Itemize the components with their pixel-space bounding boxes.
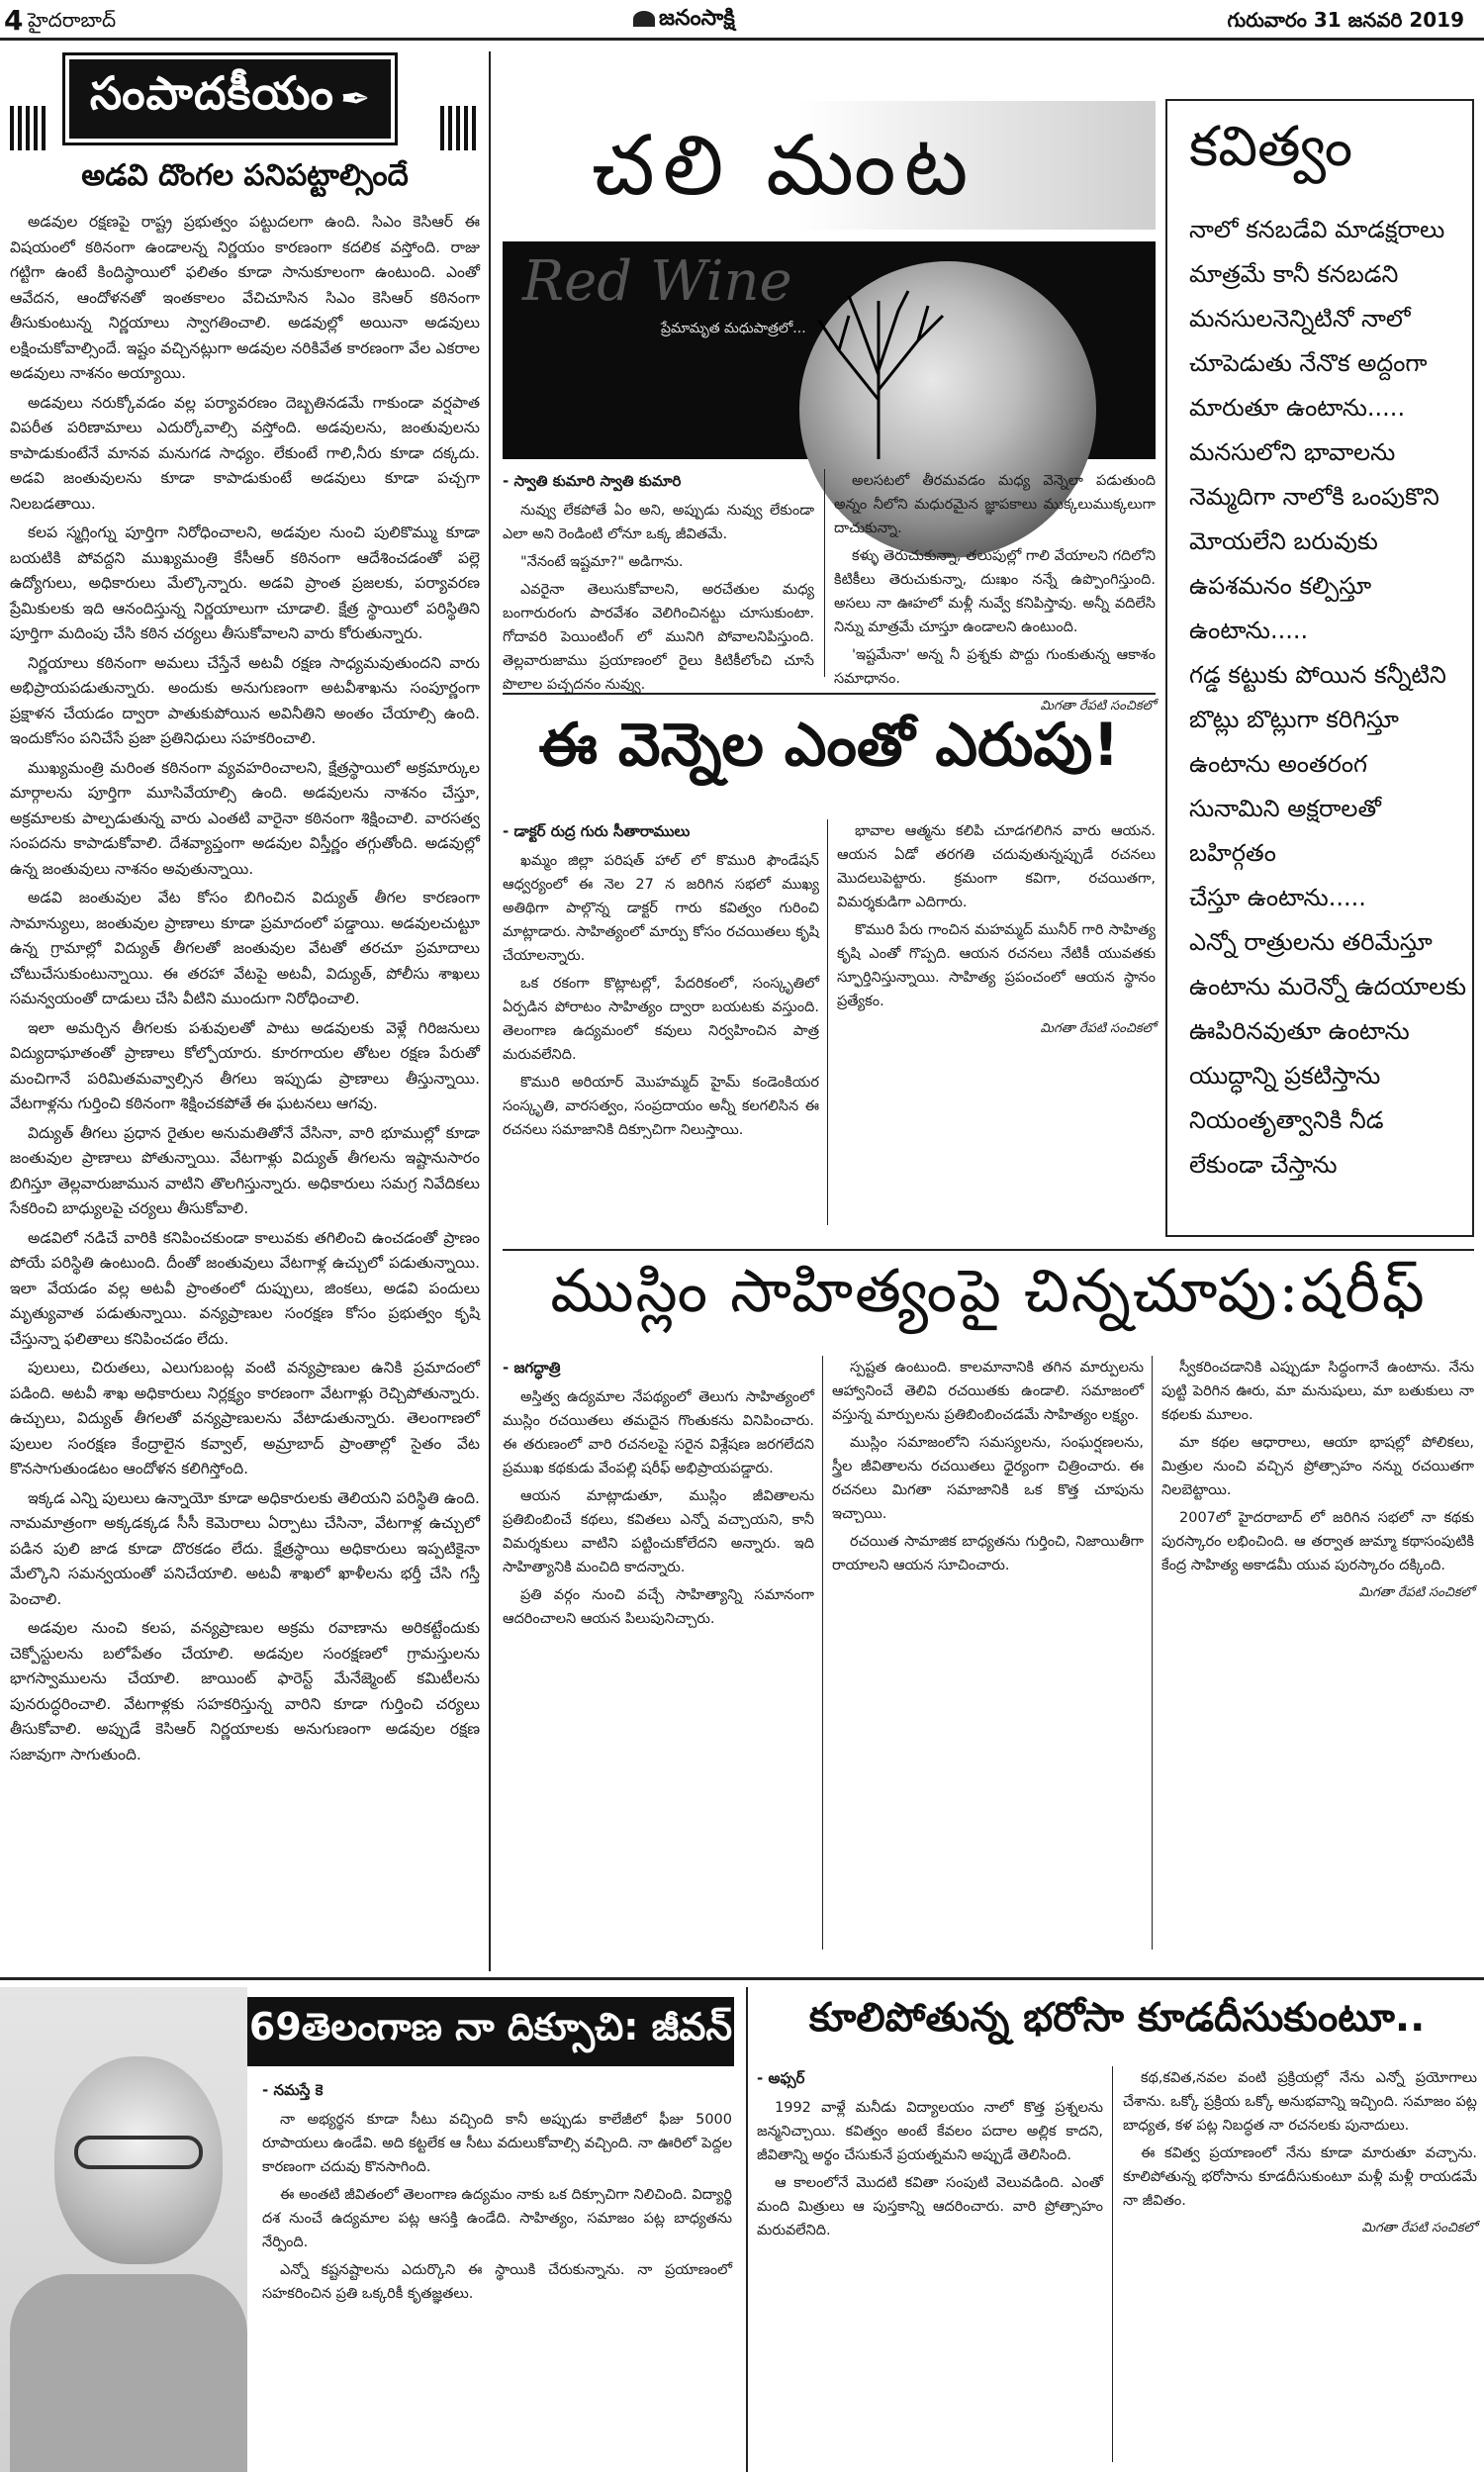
kulipotunna-paragraph: 1992 వాళ్లే మనీడు విద్యాలయం నాలో కొత్త ప్రశ్నలను జన్మనిచ్చాయి. కవిత్వం అంటే కేవలం పదాల అల్లిక కాదని, జీవితాన్ని అర్థం చేసుకునే ప్రయత్నమని అప్పుడే తెలిసింది. [757,2100,1103,2163]
chali-manta-paragraph: కళ్ళు తెరుచుకున్నా, తలుపుల్లో గాలి వేయాలని గదిలోని కిటికీలు తెరుచుకున్నా, దుఃఖం నన్నే ఉప్పొంగిస్తుంది. అసలు నా ఊహలో మళ్లీ నువ్వే కనిపిస్తావు. అన్నీ వదిలేసి నిన్ను మాత్రమే చూస్తూ ఉండాలని ఉంటుంది. [834,548,1156,635]
jeevan-section [0,1987,742,2472]
chali-manta-paragraph: "నేనంటే ఇష్టమా?" అడిగాను. [520,554,684,570]
vennela-paragraph: కొమురి అరియార్ మొహమ్మద్ హైమ్ కండెంకియర సంస్కృతి, వారసత్వం, సంప్రదాయం అన్నీ కలగలిసిన ఈ రచనలు సమాజానికి దిక్సూచిగా నిలుస్తాయి. [503,1075,819,1138]
editorial-paragraph: అడవి జంతువుల వేట కోసం బిగించిన విద్యుత్ తీగల కారణంగా సామాన్యులు, జంతువుల ప్రాణాలు కూడా ప్రమాదంలో పడ్డాయి. అడవులచుట్టూ ఉన్న గ్రామాల్లో విద్యుత్ తీగలతో జంతువుల వేటతో తరచూ ప్రమాదాలు చోటుచేసుకుంటున్నాయి. ఈ తరహా వేటపై అటవీ, విద్యుత్, పోలీసు శాఖలు సమన్వయంతో దాడులు చేసి వీటిని ముందుగా నిరోధించాలి. [10,889,480,1007]
vennela-paragraph: ఖమ్మం జిల్లా పరిషత్ హాల్ లో కొమురి ఫౌండేషన్ ఆధ్వర్యంలో ఈ నెల 27 న జరిగిన సభలో ముఖ్య అతిథిగా పాల్గొన్న డాక్టర్ గారు కవిత్వం గురించి మాట్లాడారు. సాహిత్యంలో మార్పు కోసం రచయితలు కృషి చేయాలన్నారు. [503,853,819,964]
poem-line: సునామిని అక్షరాలతో [1189,795,1381,822]
masthead: జనంసాక్షి [633,6,735,36]
poem-line: యుద్ధాన్ని ప్రకటిస్తాను [1189,1062,1381,1090]
vennela-paragraph: ఒక రకంగా కొట్లాటల్లో, పేదరికంలో, సంస్కృతిలో ఏర్పడిన పోరాటం సాహిత్యం ద్వారా బయటకు వస్తుంది. తెలంగాణ ఉద్యమంలో కవులు నిర్వహించిన పాత్ర మరువలేనిది. [503,976,819,1063]
kavitvam-poem [1189,208,1471,1188]
poem-line: ఉంటాను..... [1189,617,1309,644]
bare-tree-icon [780,281,977,459]
muslim-paragraph: 2007లో హైదరాబాద్ లో జరిగిన సభలో నా కథకు పురస్కారం లభించింది. ఆ తర్వాత జుమ్మా కథాసంపుటికి కేంద్ర సాహిత్య అకాడమీ యువ పురస్కారం దక్కింది. [1161,1510,1474,1573]
editorial-section [10,51,480,1971]
muslim-paragraph: రచయిత సామాజిక బాధ్యతను గుర్తించి, నిజాయితీగా రాయాలని ఆయన సూచించారు. [832,1534,1144,1573]
editorial-paragraph: పులులు, చిరుతలు, ఎలుగుబంట్ల వంటి వన్యప్రాణుల ఉనికి ప్రమాదంలో పడింది. అటవీ శాఖ అధికారులు నిర్లక్ష్యం కారణంగా వేటగాళ్లు రెచ్చిపోతున్నారు. ఉచ్చులు, విద్యుత్ తీగలతో వన్యప్రాణులను వేటాడుతున్నారు. తెలంగాణలో పులుల సంరక్షణ కేంద్రాలైన కవ్వాల్, అమ్రాబాద్ ప్రాంతాల్లో సైతం వేట కొనసాగుతుండటం ఆందోళన కలిగిస్తోంది. [10,1359,480,1477]
jeevan-paragraph: నా అభ్యర్థన కూడా సీటు వచ్చింది కానీ అప్పుడు కాలేజీలో ఫీజు 5000 రూపాయలు ఉండేవి. అది కట్టలేక ఆ సీటు వదులుకోవాల్సి వచ్చింది. నా ఊరిలో పెద్దల కారణంగా చదువు కొనసాగింది. [262,2112,732,2175]
poem-line: ఉంటాను మరెన్నో ఉదయాలకు [1189,973,1467,1000]
decor-stripes-right [440,106,480,150]
poem-line: మాత్రమే కానీ కనబడని [1189,260,1399,288]
vennela-paragraph: కొమురి పేరు గాంచిన మహమ్మద్ మునీర్ గారి సాహిత్య కృషి ఎంతో గొప్పది. ఆయన రచనలు నేటికీ యువతకు స్ఫూర్తినిస్తున్నాయి. సాహిత్య ప్రపంచంలో ఆయన స్థానం ప్రత్యేకం. [837,922,1156,1009]
muslim-paragraph: స్వీకరించడానికి ఎప్పుడూ సిద్ధంగానే ఉంటాను. నేను పుట్టి పెరిగిన ఊరు, మా మనుషులు, మా బతుకులు నా కథలకు మూలం. [1161,1360,1474,1423]
editorial-paragraph: ముఖ్యమంత్రి మరింత కఠినంగా వ్యవహరించాలని, క్షేత్రస్థాయిలో అక్రమార్కుల మార్గాలను పూర్తిగా మూసివేయాల్సి ఉంది. అడవులను నాశనం చేస్తూ, అక్రమాలకు పాల్పడుతున్న వారు ఎంతటి వారైనా కఠినంగా శిక్షించాలి. వారసత్వ సంపదను కాపాడుకోవాలి. దేశవ్యాప్తంగా అడవుల విస్తీర్ణం తగ్గుతోంది. అడవుల్లో ఉన్న జంతువులు నాశనం అవుతున్నాయి. [10,758,480,878]
editorial-paragraph: ఇలా అమర్చిన తీగలకు పశువులతో పాటు అడవులకు వెళ్లే గిరిజనులు విద్యుదాఘాతంతో ప్రాణాలు కోల్పోయారు. కూరగాయల తోటల రక్షణ పేరుతో మంచిగానే పరిమితమవ్వాల్సిన తీగలు ఇప్పుడు ప్రాణాలు తీస్తున్నాయి. వేటగాళ్లను గుర్తించి కఠినంగా శిక్షించకపోతే ఈ ఘటనలు ఆగవు. [10,1018,480,1112]
editorial-label: సంపాదకీయం [89,66,334,120]
kulipotunna-col1 [757,2066,1103,2467]
continued-note: మిగతా రేపటి సంచికలో [1040,699,1156,714]
poem-line: మనసులోని భావాలను [1189,438,1396,466]
jeevan-title: 69తెలంగాణ నా దిక్సూచి: జీవన్ [248,2005,733,2048]
chali-manta-col1 [503,469,814,693]
muslim-paragraph: ప్రతి వర్గం నుంచి వచ్చే సాహిత్యాన్ని సమానంగా ఆదరించాలని ఆయన పిలుపునిచ్చారు. [503,1587,814,1627]
poem-line: మోయలేని బరువుకు [1189,527,1378,555]
jeevan-byline: - నమస్తే కె [262,2081,324,2099]
chali-manta-title: చలి మంట [503,101,1156,230]
issue-date: గురువారం 31 జనవరి 2019 [1227,8,1464,32]
vennela-section [503,701,1156,1240]
chali-manta-paragraph: ఎవరైనా తెలుసుకోవాలని, అరచేతుల మధ్య బంగారురంగు పారవేశం వెలిగించినట్టు చూసుకుంటా. గోదావరి పెయింటింగ్ లో మునిగి పోవాలనిపిస్తుంది. తెల్లవారుజాము ప్రయాణంలో రైలు కిటికీలోంచి చూసే పొలాల పచ్చదనం నువ్వు. [503,582,814,693]
poem-line: నెమ్మదిగా నాలోకి ఒంపుకొని [1189,483,1439,511]
jeevan-paragraph: ఈ అంతటి జీవితంలో తెలంగాణ ఉద్యమం నాకు ఒక దిక్సూచిగా నిలిచింది. విద్యార్థి దశ నుంచే ఉద్యమాల పట్ల ఆసక్తి ఉండేది. సాహిత్యం, సమాజం పట్ల బాధ్యతను నేర్పింది. [262,2187,732,2250]
jeevan-paragraph: ఎన్నో కష్టనష్టాలను ఎదుర్కొని ఈ స్థాయికి చేరుకున్నాను. నా ప్రయాణంలో సహకరించిన ప్రతి ఒక్కరికీ కృతజ్ఞతలు. [262,2262,732,2302]
city-label: హైదరాబాద్ [28,8,117,32]
muslim-col2 [832,1356,1144,1964]
muslim-paragraph: మా కథల ఆధారాలు, ఆయా భాషల్లో పోలికలు, మిత్రుల నుంచి వచ్చిన ప్రోత్సాహం నన్ను రచయితగా నిలబెట్టాయి. [1161,1435,1474,1498]
muslim-paragraph: ముస్లిం సమాజంలోని సమస్యలను, సంఘర్షణలను, స్త్రీల జీవితాలను రచయితలు ధైర్యంగా చిత్రించారు. ఈ రచనలు మిగతా సమాజానికి ఒక కొత్త చూపును ఇచ్చాయి. [832,1435,1144,1522]
vennela-paragraph: భావాల ఆత్మను కలిపి చూడగలిగిన వారు ఆయన. ఆయన ఏడో తరగతి చదువుతున్నప్పుడే రచనలు మొదలుపెట్టారు. క్రమంగా కవిగా, రచయితగా, విమర్శకుడిగా ఎదిగారు. [837,823,1156,910]
vennela-col1 [503,819,819,1235]
muslim-col1 [503,1356,814,1964]
image-title: Red Wine [522,249,792,314]
kulipotunna-title: కూలిపోతున్న భరోసా కూడదీసుకుంటూ.. [808,1995,1426,2041]
muslim-paragraph: స్పష్టత ఉంటుంది. కాలమానానికి తగిన మార్పులను ఆహ్వానించే తెలివి రచయితకు ఉండాలి. సమాజంలో వస్తున్న మార్పులను ప్రతిబింబించడమే సాహిత్యం లక్ష్యం. [832,1360,1144,1423]
masthead-logo-icon [633,11,655,27]
poem-line: ఉపశమనం కల్పిస్తూ [1189,572,1372,600]
page-number: 4 [4,4,24,37]
editorial-paragraph: ఇక్కడ ఎన్ని పులులు ఉన్నాయో కూడా అధికారులకు తెలియని పరిస్థితి ఉంది. నామమాత్రంగా అక్కడక్కడ సీసీ కెమెరాలు ఏర్పాటు చేసినా, వేటగాళ్ల ఉచ్చులో పడిన పులి జాడ కూడా దొరకడం లేదు. క్షేత్రస్థాయి అధికారులు ఇప్పటికైనా మేల్కొని సమన్వయంతో పనిచేయాలి. అటవీ శాఖలో ఖాళీలను భర్తీ చేసి గస్తీ పెంచాలి. [10,1488,480,1608]
kavitvam-title: కవిత్వం [1189,115,1353,179]
poem-line: ఉంటాను అంతరంగ [1189,750,1368,778]
kulipotunna-section [757,1987,1477,2472]
jeevan-body [262,2078,732,2464]
poem-line: బహిర్గతం [1189,839,1276,867]
muslim-sahityam-title: ముస్లిం సాహిత్యంపై చిన్నచూపు:షరీఫ్ [550,1257,1427,1326]
editorial-paragraph: అడవుల నుంచి కలప, వన్యప్రాణుల అక్రమ రవాణాను అరికట్టేందుకు చెక్పోస్టులను బలోపేతం చేయాలి. అడవుల సంరక్షణలో గ్రామస్తులను భాగస్వాములను చేయాలి. జాయింట్ ఫారెస్ట్ మేనేజ్మెంట్ కమిటీలను పునరుద్ధరించాలి. వేటగాళ్లకు సహకరిస్తున్న వారిని కూడా గుర్తించి చర్యలు తీసుకోవాలి. అప్పుడే కెసిఆర్ నిర్ణయాలకు అనుగుణంగా అడవుల రక్షణ సజావుగా సాగుతుంది. [10,1619,480,1763]
poem-line: చూపెడుతు నేనొక అద్దంగా [1189,349,1428,377]
jeevan-title-banner [247,1997,734,2066]
muslim-col3 [1161,1356,1474,1964]
poem-line: నాలో కనబడేవి మాడక్షరాలు [1189,216,1445,243]
chali-manta-section [503,101,1156,714]
editorial-paragraph: నిర్ణయాలు కఠినంగా అమలు చేస్తేనే అటవీ రక్షణ సాధ్యమవుతుందని వారు అభిప్రాయపడుతున్నారు. అందుకు అనుగుణంగా అటవీశాఖను సంపూర్ణంగా ప్రక్షాళన చేయడం ద్వారా పాతుకుపోయిన అవినీతిని అంతం చేయాల్సి ఉంది. ఇందుకోసం పనిచేసే ప్రజా ప్రతినిధులు సహకరించాలి. [10,653,480,747]
continued-note: మిగతా రేపటి సంచికలో [1040,1021,1156,1036]
red-wine-illustration [503,241,1156,459]
image-subtitle: ప్రేమామృత మధుపాత్రలో... [661,321,806,336]
poem-line: గడ్డ కట్టుకు పోయిన కన్నీటిని [1189,661,1446,689]
poem-line: చేస్తూ ఉంటాను..... [1189,884,1366,911]
vennela-byline: - డాక్టర్ రుద్ర గురు సీతారాములు [503,822,691,840]
muslim-paragraph: ఆయన మాట్లాడుతూ, ముస్లిం జీవితాలను ప్రతిబింబించే కథలు, కవితలు ఎన్నో వచ్చాయని, కానీ విమర్శకులు వాటిని పట్టించుకోలేదని అన్నారు. ఇది సాహిత్యానికి మంచిది కాదన్నారు. [503,1488,814,1575]
continued-note: మిగతా రేపటి సంచికలో [1361,2221,1477,2236]
vennela-title: ఈ వెన్నెల ఎంతో ఎరుపు! [538,711,1120,780]
chali-manta-col2 [834,469,1156,714]
poem-line: మనసులనెన్నిటినో నాలో [1189,305,1411,333]
poem-line: బొట్లు బొట్లుగా కరిగిస్తూ [1189,706,1399,733]
chali-manta-paragraph: నువ్వు లేకపోతే ఏం అని, అప్పుడు నువ్వు లేకుండా ఎలా అని రెండింటి లోనూ ఒక్క జీవితమే. [503,503,814,542]
jeevan-portrait-photo [0,1987,247,2472]
poem-line: ఎన్నో రాత్రులను తరిమేస్తూ [1189,928,1433,956]
editorial-body [10,210,480,1961]
muslim-byline: - జగద్ధాత్రి [503,1359,561,1377]
poem-line: నియంతృత్వానికి నీడ [1189,1106,1384,1134]
editorial-paragraph: అడవులు నరుక్కోవడం వల్ల పర్యావరణం దెబ్బతినడమే గాకుండా వర్షపాత విపరీత పరిణామాలు ఎదుర్కోవాల్సి వస్తోంది. అడవులను, జంతువులను కాపాడుకుంటేనే మానవ మనుగడ సాధ్యం. లేకుంటే గాలి,నీరు కూడా దక్కదు. అడవి జంతువులను కూడా కాపాడుకుంటే అడవులు కూడా పచ్చగా నిలబడతాయి. [10,393,480,513]
poem-line: మారుతూ ఉంటాను..... [1189,394,1406,422]
quill-pen-icon: ✒ [339,78,371,120]
kulipotunna-paragraph: కథ,కవిత,నవల వంటి ప్రక్రియల్లో నేను ఎన్నో ప్రయోగాలు చేశాను. ఒక్కో ప్రక్రియ ఒక్కో అనుభవాన్ని ఇచ్చింది. సమాజం పట్ల బాధ్యత, కళ పట్ల నిబద్ధత నా రచనలకు పునాదులు. [1123,2070,1477,2134]
vennela-col2 [837,819,1156,1235]
continued-note: మిగతా రేపటి సంచికలో [1358,1585,1474,1600]
editorial-title: అడవి దొంగల పనిపట్టాల్సిందే [81,158,409,193]
muslim-paragraph: అస్తిత్వ ఉద్యమాల నేపథ్యంలో తెలుగు సాహిత్యంలో ముస్లిం రచయితలు తమదైన గొంతుకను వినిపించారు. ఈ తరుణంలో వారి రచనలపై సరైన విశ్లేషణ జరగలేదని ప్రముఖ కథకుడు వేంపల్లి షరీఫ్ అభిప్రాయపడ్డారు. [503,1389,814,1476]
chali-manta-paragraph: అలసటలో తీరమవడం మధ్య వెన్నెలా పడుతుంది అన్నం నీలోని మధురమైన జ్ఞాపకాలు ముక్కలుముక్కలుగా దాచుకున్నా. [834,473,1156,536]
editorial-paragraph: కలప స్మగ్లింగ్ను పూర్తిగా నిరోధించాలని, అడవుల నుంచి పులికొమ్ము కూడా బయటికి పోవద్దని ముఖ్యమంత్రి కేసీఆర్ కఠినంగా ఆదేశించడంతో పల్లె ఉద్యోగులు, అధికారులు మేల్కొన్నారు. అడవి ప్రాంత ప్రజలకు, పర్యావరణ ప్రేమికులకు ఇది ఆనందిస్తున్న నిర్ణయాలుగా చూడాలి. క్షేత్ర స్థాయిలో పరిస్థితిని పూర్తిగా మదింపు చేసి కఠిన చర్యలు తీసుకోవాలని వారు కోరుతున్నారు. [10,524,480,642]
kavitvam-box [1165,99,1474,1237]
poem-line: లేకుండా చేస్తాను [1189,1151,1338,1179]
kulipotunna-col2 [1123,2066,1477,2467]
portrait-glasses-icon [74,2136,203,2169]
chali-manta-byline: - స్వాతి కుమారి స్వాతి కుమారి [503,472,682,490]
muslim-sahityam-section [503,1257,1474,1969]
editorial-paragraph: అడవుల రక్షణపై రాష్ట్ర ప్రభుత్వం పట్టుదలగా ఉంది. సిఎం కెసిఆర్ ఈ విషయంలో కఠినంగా ఉండాలన్న నిర్ణయం కారణంగా కదలిక వస్తోంది. రాజు గట్టిగా ఉంటే కిందిస్థాయిలో ఫలితం కూడా సానుకూలంగా ఉంటుంది. ఎంతో ఆవేదన, ఆందోళనతో ఇంతకాలం వేచిచూసిన సిఎం కెసిఆర్ కఠినంగా తీసుకుంటున్న నిర్ణయాలు స్వాగతించాలి. అడవుల్లో అయినా అడవులు లక్షించుకోవాల్సిందే. ఇష్టం వచ్చినట్లుగా అడవుల నరికివేత కారణంగా వేల ఎకరాల అడవులు నాశనం అయ్యాయి. [10,213,480,382]
poem-line: ఊపిరినవుతూ ఉంటాను [1189,1017,1410,1045]
decor-stripes-left [10,106,49,150]
chali-manta-paragraph: 'ఇష్టమేనా' అన్న నీ ప్రశ్నకు పొద్దు గుంకుతున్న ఆకాశం సమాధానం. [834,647,1156,687]
editorial-paragraph: అడవిలో నడిచే వారికి కనిపించకుండా కాలువకు తగిలించి ఉంచడంతో ప్రాణం పోయే పరిస్థితి ఉంటుంది. దీంతో జంతువులు వేటగాళ్ల ఉచ్చులో పడుతున్నాయి. ఇలా వేయడం వల్ల అటవీ ప్రాంతంలో దుప్పులు, జింకలు, అడవి పందులు మృత్యువాత పడుతున్నాయి. వన్యప్రాణుల సంరక్షణ కోసం ప్రభుత్వం కృషి చేస్తున్నా ఫలితాలు కనిపించడం లేదు. [10,1228,480,1348]
editorial-banner [69,59,391,139]
editorial-paragraph: విద్యుత్ తీగలు ప్రధాన రైతుల అనుమతితోనే వేసినా, వారి భూముల్లో కూడా జంతువుల ప్రాణాలు పోతున్నాయి. వేటగాళ్లు విద్యుత్ తీగలను ఇష్టానుసారం బిగిస్తూ తెల్లవారుజామున వాటిని తొలగిస్తున్నారు. అధికారులు సమగ్ర నివేదికలు సేకరించి బాధ్యులపై చర్యలు తీసుకోవాలి. [10,1123,480,1217]
kulipotunna-byline: - అఫ్సర్ [757,2069,805,2087]
kulipotunna-paragraph: ఆ కాలంలోనే మొదటి కవితా సంపుటి వెలువడింది. ఎంతో మంది మిత్రులు ఆ పుస్తకాన్ని ఆదరించారు. వారి ప్రోత్సాహం మరువలేనిది. [757,2175,1103,2238]
kulipotunna-paragraph: ఈ కవిత్వ ప్రయాణంలో నేను కూడా మారుతూ వచ్చాను. కూలిపోతున్న భరోసాను కూడదీసుకుంటూ మళ్లీ మళ్లీ రాయడమే నా జీవితం. [1123,2145,1477,2209]
portrait-shirt-icon [10,2274,247,2472]
